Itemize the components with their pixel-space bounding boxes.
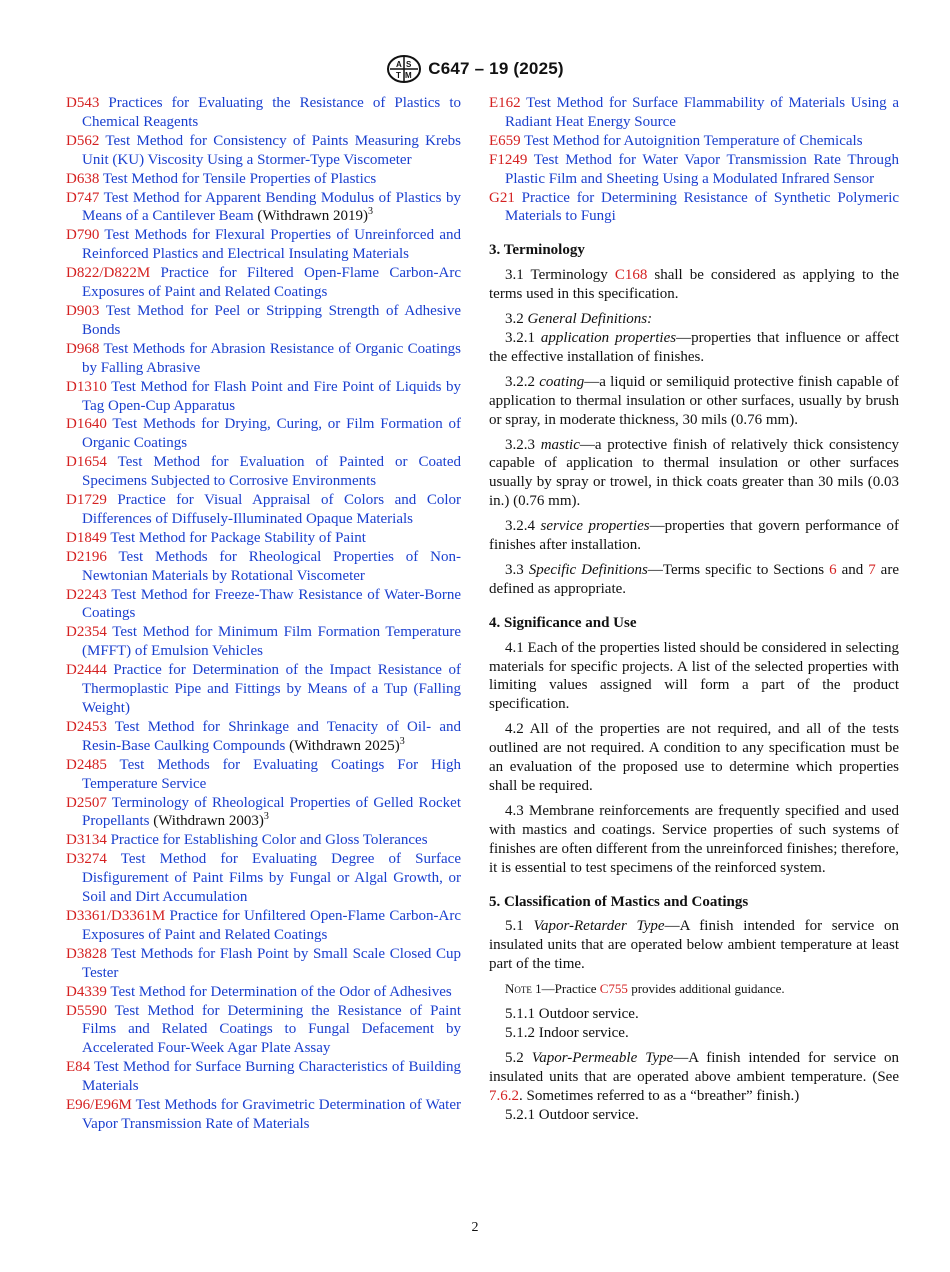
reference-code-link[interactable]: D2444	[66, 662, 107, 679]
reference-title: Terminology of Rheological Properties of Gelled Rocket Propellants	[82, 794, 461, 830]
reference-title: Test Method for Shrinkage and Tenacity of Oil- and Resin-Base Caulking Compounds	[82, 718, 461, 754]
svg-text:S: S	[406, 60, 412, 69]
reference-item	[66, 756, 461, 794]
reference-code-link[interactable]: D903	[66, 302, 100, 319]
reference-code-link[interactable]: D1310	[66, 378, 107, 395]
document-id: C647 – 19 (2025)	[428, 59, 564, 78]
para-5-2-1: 5.2.1 Outdoor service.	[505, 1106, 639, 1123]
footnote-marker: 3	[399, 735, 405, 747]
note-1: Note 1—Practice C755 provides additional guidance.	[505, 981, 785, 997]
reference-code-link[interactable]: E659	[489, 132, 521, 149]
reference-title: Test Method for Tensile Properties of Plastics	[102, 170, 377, 187]
reference-code-link[interactable]: D968	[66, 340, 100, 357]
reference-title: Test Method for Determining the Resistance of Paint Films and Related Coatings to Fungal Defacement by Accelerated Four-Week Agar Plate Assay	[82, 1002, 461, 1057]
reference-code-link[interactable]: D5590	[66, 1002, 107, 1019]
reference-title: Test Method for Evaluation of Painted or Coated Specimens Subjected to Corrosive Environments	[82, 454, 461, 490]
reference-code-link[interactable]: D4339	[66, 983, 107, 1000]
reference-code-link[interactable]: D543	[66, 95, 100, 111]
reference-item	[66, 586, 461, 624]
reference-code-link[interactable]: D2354	[66, 624, 107, 641]
reference-item	[66, 907, 461, 945]
link-section-6[interactable]: 6	[829, 561, 837, 578]
reference-item	[66, 491, 461, 529]
footnote-marker: 3	[367, 206, 373, 218]
reference-item	[66, 1096, 461, 1134]
reference-title: Test Method for Package Stability of Paint	[110, 529, 366, 546]
reference-withdrawn-note: (Withdrawn 2025)	[289, 737, 400, 754]
para-4-2: 4.2 All of the properties are not required, and all of the tests outlined are not required. A condition to any specification must be an evaluation of the proposed use to determine which properties shall be required.	[489, 721, 899, 794]
reference-code-link[interactable]: D822/D822M	[66, 265, 151, 282]
para-3-2-1: 3.2.1 application properties—properties that influence or affect the effective installation of finishes.	[489, 329, 900, 365]
reference-title: Test Method for Apparent Bending Modulus of Plastics by Means of a Cantilever Beam	[82, 189, 461, 225]
right-column	[489, 94, 899, 1131]
link-c168[interactable]: C168	[614, 267, 648, 284]
para-3-2-2: 3.2.2 coating—a liquid or semiliquid protective finish capable of application to thermal insulation or other surfaces, usually by brush or spray, in moderate thickness, 30 mils (0.76 mm).	[489, 373, 900, 428]
section-3-heading: 3. Terminology	[489, 242, 585, 259]
reference-item	[489, 189, 899, 227]
reference-title: Test Method for Flash Point and Fire Point of Liquids by Tag Open-Cup Apparatus	[82, 378, 461, 414]
reference-code-link[interactable]: G21	[489, 189, 515, 206]
link-c755[interactable]: C755	[599, 981, 628, 997]
reference-code-link[interactable]: D2485	[66, 756, 107, 773]
reference-title: Test Method for Surface Burning Characteristics of Building Materials	[82, 1059, 461, 1095]
reference-code-link[interactable]: D747	[66, 189, 100, 206]
left-column	[66, 94, 461, 1134]
para-5-1-1: 5.1.1 Outdoor service.	[505, 1006, 639, 1023]
reference-title: Practice for Determining Resistance of Synthetic Polymeric Materials to Fungi	[505, 189, 900, 225]
reference-title: Test Method for Minimum Film Formation Temperature (MFFT) of Emulsion Vehicles	[82, 624, 461, 660]
reference-title: Test Methods for Drying, Curing, or Film Formation of Organic Coatings	[82, 416, 461, 452]
reference-title: Test Methods for Flexural Properties of Unreinforced and Reinforced Plastics and Electrical Insulating Materials	[82, 227, 462, 263]
reference-title: Practice for Visual Appraisal of Colors and Color Differences of Diffusely-Illuminated Opaque Materials	[82, 492, 461, 527]
reference-item	[66, 1002, 461, 1059]
reference-item	[66, 983, 461, 1002]
reference-item	[66, 189, 461, 227]
reference-item	[66, 718, 461, 756]
para-4-1: 4.1 Each of the properties listed should be considered in selecting materials for specific projects. A list of the selected properties with limiting values assigned will form a part of the product specification.	[489, 639, 899, 713]
reference-title: Test Method for Surface Flammability of Materials Using a Radiant Heat Energy Source	[505, 95, 900, 130]
reference-title: Test Method for Determination of the Odor of Adhesives	[110, 983, 452, 1000]
para-5-1-2: 5.1.2 Indoor service.	[505, 1024, 629, 1041]
reference-title: Practices for Evaluating the Resistance of Plastics to Chemical Reagents	[82, 95, 461, 130]
right-reference-list	[489, 94, 899, 226]
reference-code-link[interactable]: F1249	[489, 151, 528, 168]
link-7-6-2[interactable]: 7.6.2	[489, 1087, 519, 1104]
svg-text:A: A	[396, 60, 403, 69]
reference-code-link[interactable]: E162	[489, 95, 521, 111]
reference-code-link[interactable]: D2507	[66, 794, 107, 811]
reference-item	[66, 170, 461, 189]
reference-item	[66, 340, 461, 378]
reference-code-link[interactable]: D1654	[66, 454, 107, 471]
reference-item	[66, 226, 461, 264]
reference-title: Test Methods for Gravimetric Determination of Water Vapor Transmission Rate of Materials	[82, 1097, 461, 1132]
para-4-3: 4.3 Membrane reinforcements are frequently specified and used with mastics and coatings. Service properties of such systems of finishes are often different from the unreinforced finishes; therefore, it is essential to test specimens of the reinforced system.	[489, 802, 899, 876]
reference-code-link[interactable]: D562	[66, 132, 100, 149]
section-4-heading: 4. Significance and Use	[489, 614, 637, 631]
reference-item	[66, 94, 461, 132]
para-3-2-3: 3.2.3 mastic—a protective finish of relatively thick consistency capable of application to thermal insulation or other surfaces usually by spray or trowel, in thick coats greater than 30 mils (0.03 in.) (0.76 mm).	[489, 436, 899, 510]
svg-text:T: T	[396, 71, 402, 80]
reference-code-link[interactable]: D1729	[66, 492, 107, 509]
reference-item	[66, 132, 461, 170]
reference-item	[489, 132, 899, 151]
reference-item	[489, 94, 899, 132]
reference-code-link[interactable]: D2196	[66, 548, 107, 565]
page-number: 2	[471, 1220, 479, 1235]
footnote-marker: 3	[263, 811, 269, 823]
reference-item	[66, 453, 461, 491]
reference-title: Test Method for Consistency of Paints Measuring Krebs Unit (KU) Viscosity Using a Stormer-Type Viscometer	[82, 132, 461, 168]
reference-title: Test Method for Freeze-Thaw Resistance of Water-Borne Coatings	[82, 586, 461, 622]
reference-code-link[interactable]: D3134	[66, 832, 107, 849]
reference-title: Practice for Establishing Color and Gloss Tolerances	[110, 832, 428, 849]
para-5-2: 5.2 Vapor-Permeable Type—A finish intended for service on insulated units that are operated above ambient temperature. (See 7.6.2. Sometimes referred to as a “breather” finish.)	[489, 1049, 899, 1104]
reference-item	[66, 529, 461, 548]
reference-title: Practice for Unfiltered Open-Flame Carbon-Arc Exposures of Paint and Related Coatings	[82, 907, 461, 943]
reference-code-link[interactable]: D3828	[66, 945, 107, 962]
reference-item	[66, 1058, 461, 1096]
reference-item	[66, 661, 461, 718]
reference-code-link[interactable]: D1640	[66, 416, 107, 433]
reference-title: Test Methods for Flash Point by Small Scale Closed Cup Tester	[82, 945, 462, 981]
reference-withdrawn-note: (Withdrawn 2019)	[257, 208, 368, 225]
reference-item	[66, 415, 461, 453]
reference-item	[66, 850, 461, 907]
reference-item	[66, 945, 461, 983]
reference-item	[66, 264, 461, 302]
para-3-1: 3.1 Terminology C168 shall be considered as applying to the terms used in this specification.	[489, 267, 899, 303]
para-3-2: 3.2 General Definitions:	[505, 311, 653, 328]
reference-code-link[interactable]: D3274	[66, 851, 107, 868]
reference-title: Test Methods for Abrasion Resistance of Organic Coatings by Falling Abrasive	[82, 340, 461, 376]
section-5-heading: 5. Classification of Mastics and Coatings	[489, 893, 749, 910]
reference-code-link[interactable]: D1849	[66, 529, 107, 546]
para-5-1: 5.1 Vapor-Retarder Type—A finish intended for service on insulated units that are operated below ambient temperature at least part of the time.	[489, 918, 899, 973]
page-header	[0, 54, 950, 84]
reference-title: Test Method for Evaluating Degree of Surface Disfigurement of Paint Films by Fungal or Algal Growth, or Soil and Dirt Accumulation	[82, 851, 461, 906]
reference-title: Test Method for Water Vapor Transmission Rate Through Plastic Film and Sheeting Using a Modulated Infrared Sensor	[505, 151, 899, 187]
reference-item	[66, 378, 461, 416]
reference-item	[489, 151, 899, 189]
reference-title: Practice for Filtered Open-Flame Carbon-Arc Exposures of Paint and Related Coatings	[82, 265, 461, 301]
link-section-7[interactable]: 7	[868, 561, 876, 578]
reference-item	[66, 623, 461, 661]
reference-code-link[interactable]: D790	[66, 227, 100, 244]
astm-logo-icon	[386, 54, 422, 84]
reference-title: Test Methods for Evaluating Coatings For High Temperature Service	[82, 756, 462, 792]
reference-title: Practice for Determination of the Impact Resistance of Thermoplastic Pipe and Fittings by Means of a Tup (Falling Weight)	[82, 662, 461, 716]
para-3-3: 3.3 Specific Definitions—Terms specific to Sections 6 and 7 are defined as appropriate.	[489, 561, 899, 597]
reference-code-link[interactable]: D3361/D3361M	[66, 907, 166, 924]
reference-item	[66, 831, 461, 850]
reference-item	[66, 302, 461, 340]
svg-text:M: M	[405, 71, 412, 80]
reference-code-link[interactable]: D2243	[66, 586, 107, 603]
reference-title: Test Method for Peel or Stripping Strength of Adhesive Bonds	[82, 302, 461, 338]
reference-withdrawn-note: (Withdrawn 2003)	[153, 813, 264, 830]
reference-title: Test Methods for Rheological Properties of Non-Newtonian Materials by Rotational Viscometer	[82, 548, 461, 584]
reference-code-link[interactable]: D2453	[66, 718, 107, 735]
reference-item	[66, 794, 461, 832]
reference-item	[66, 548, 461, 586]
para-3-2-4: 3.2.4 service properties—properties that govern performance of finishes after installation.	[489, 518, 899, 554]
reference-title: Test Method for Autoignition Temperature of Chemicals	[524, 132, 863, 149]
reference-code-link[interactable]: D638	[66, 170, 100, 187]
reference-code-link[interactable]: E84	[66, 1059, 91, 1076]
reference-code-link[interactable]: E96/E96M	[66, 1097, 132, 1114]
